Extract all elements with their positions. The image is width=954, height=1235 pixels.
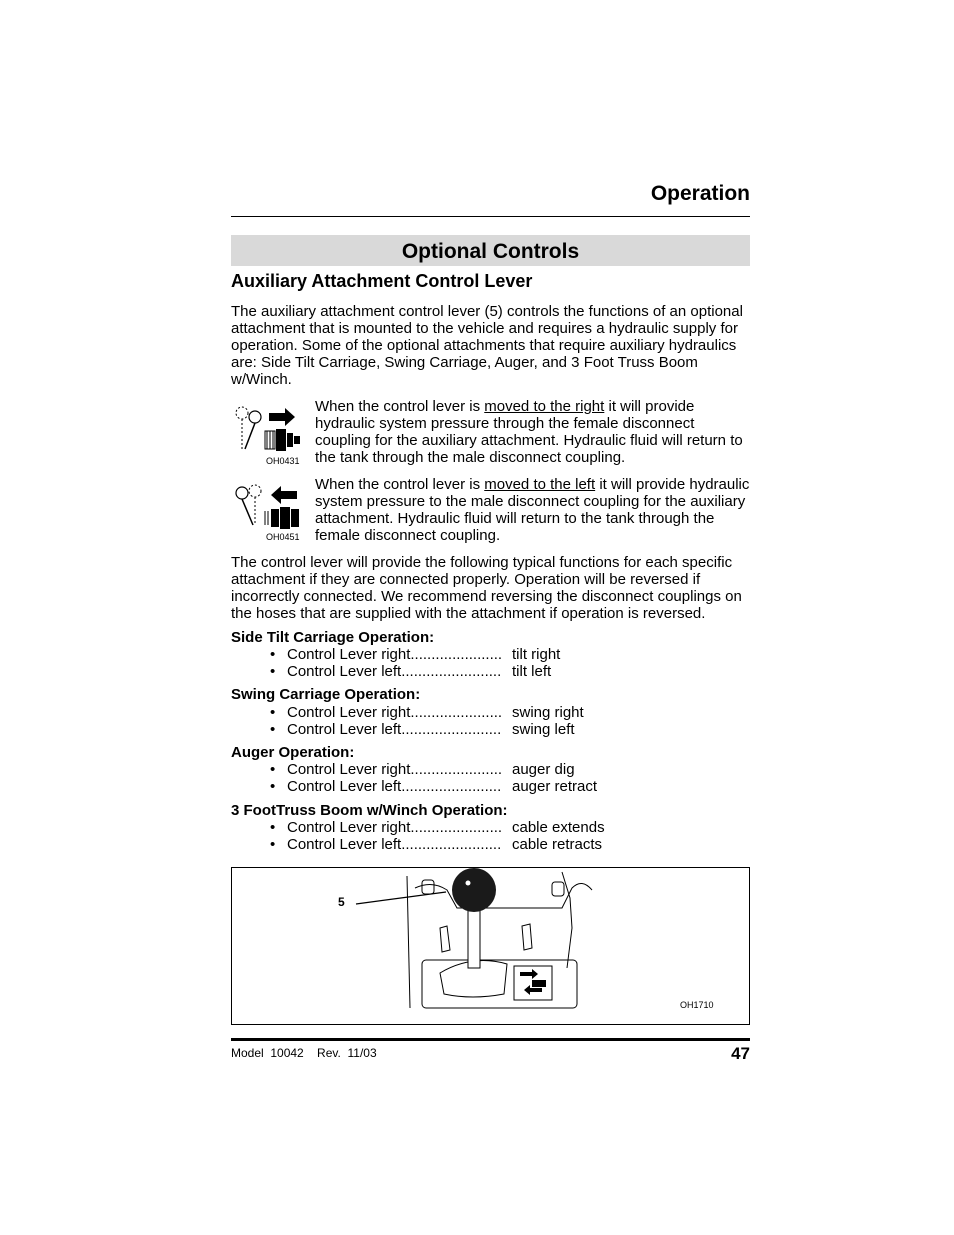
list-item: • Control Lever left........................ auger retract xyxy=(270,778,598,795)
lever-right-icon xyxy=(233,403,305,455)
figure-caption: OH1710 xyxy=(680,1000,714,1010)
list-item: • Control Lever right...................... auger dig xyxy=(270,761,575,778)
operation-heading: Auger Operation: xyxy=(231,744,355,761)
operation-heading: Side Tilt Carriage Operation: xyxy=(231,629,435,646)
lever-illustration xyxy=(232,868,749,1024)
list-item: • Control Lever right...................... swing right xyxy=(270,704,584,721)
banner-title: Optional Controls xyxy=(231,235,750,266)
operation-heading: Swing Carriage Operation: xyxy=(231,686,421,703)
lever-left-icon xyxy=(233,483,305,531)
icon-caption: OH0431 xyxy=(266,456,300,466)
control-lever-figure xyxy=(231,867,750,1025)
footer-model: Model 10042 Rev. 11/03 xyxy=(231,1046,377,1060)
section-title: Operation xyxy=(650,182,750,205)
header-rule xyxy=(231,216,750,217)
list-item: • Control Lever right...................... cable extends xyxy=(270,819,605,836)
left-emphasis: moved to the left xyxy=(484,476,596,493)
left-description: When the control lever is moved to the left it will provide hydraulic system pressure to the male disconnect coupling for the auxiliary attachment. Hydraulic fluid will return to the tank through the female disconnect coupling. xyxy=(315,476,750,544)
list-item: • Control Lever left........................ swing left xyxy=(270,721,575,738)
list-item: • Control Lever left........................ cable retracts xyxy=(270,836,603,853)
intro-paragraph: The auxiliary attachment control lever (5) controls the functions of an optional attachment that is mounted to the vehicle and requires a hydraulic supply for operation. Some of the optional attachments that require auxiliary hydraulics are: Side Tilt Carriage, Swing Carriage, Auger, and 3 Foot Truss Boom w/Winch. xyxy=(231,303,743,388)
subheading: Auxiliary Attachment Control Lever xyxy=(231,271,533,291)
functions-paragraph: The control lever will provide the following typical functions for each specific attachment if they are connected properly. Operation will be reversed if incorrectly connected. We recommend reversing the disconnect couplings on the hoses that are supplied with the attachment if operation is reversed. xyxy=(231,554,742,622)
right-emphasis: moved to the right xyxy=(484,398,605,415)
callout-number: 5 xyxy=(338,895,345,909)
right-description: When the control lever is moved to the right it will provide hydraulic system pressure through the female disconnect coupling for the auxiliary attachment. Hydraulic fluid will return to the tank through the male disconnect coupling. xyxy=(315,398,743,466)
page-number: 47 xyxy=(731,1044,750,1063)
list-item: • Control Lever left........................ tilt left xyxy=(270,663,552,680)
list-item: • Control Lever right...................... tilt right xyxy=(270,646,561,663)
footer-rule xyxy=(231,1038,750,1041)
icon-caption: OH0451 xyxy=(266,532,300,542)
operation-heading: 3 FootTruss Boom w/Winch Operation: xyxy=(231,802,508,819)
